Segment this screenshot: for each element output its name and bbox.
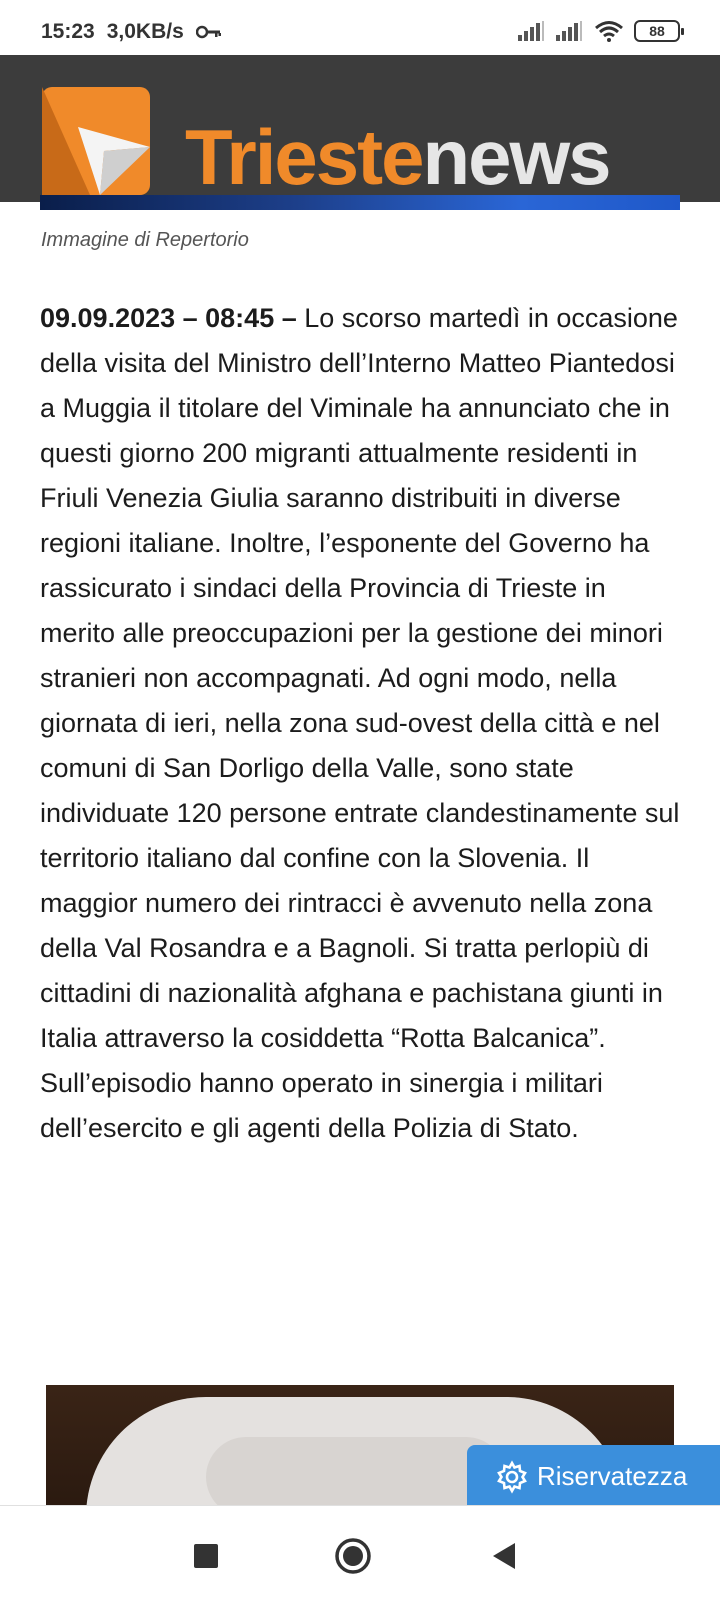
home-button[interactable] xyxy=(333,1536,373,1576)
battery-icon xyxy=(634,20,680,42)
image-caption: Immagine di Repertorio xyxy=(41,229,249,251)
signal-icon xyxy=(518,21,546,41)
status-bar xyxy=(0,0,720,55)
signal-icon xyxy=(556,21,584,41)
privacy-button[interactable] xyxy=(467,1445,720,1508)
logo-text-news: news xyxy=(422,113,610,201)
system-nav-bar xyxy=(0,1505,720,1600)
gear-icon xyxy=(495,1460,529,1494)
site-logo[interactable] xyxy=(185,113,610,201)
logo-text-trieste: Trieste xyxy=(185,113,423,201)
article-text: Lo scorso martedì in occasione della visita del Ministro dell’Interno Matteo Piantedosi a Muggia il titolare del Viminale ha annunciato che in questi giorno 200 migranti attualmente residenti in Friuli Venezia Giulia saranno distribuiti in diverse regioni italiane. Inoltre, l’esponente del Governo ha rassicurato i sindaci della Provincia di Trieste in merito alle preoccupazioni per la gestione dei minori stranieri non accompagnati. Ad ogni modo, nella giornata di ieri, nella zona sud-ovest della città e nel comuni di San Dorligo della Valle, sono state individuate 120 persone entrate clandestinamente sul territorio italiano dal confine con la Slovenia. Il maggior numero dei rintracci è avvenuto nella zona della Val Rosandra e a Bagnoli. Si tratta perlopiù di cittadini di nazionalità afghana e pachistana giunti in Italia attraverso la cosiddetta “Rotta Balcanica”. Sull’episodio hanno operato in sinergia i militari dell’esercito e gli agenti della Polizia di Stato. xyxy=(40,303,680,1143)
article-dateline: 09.09.2023 – 08:45 – xyxy=(40,303,297,333)
article-body xyxy=(40,296,685,1151)
recents-square-icon xyxy=(193,1543,219,1569)
wifi-icon xyxy=(594,20,624,42)
battery-level: 88 xyxy=(649,23,665,39)
back-triangle-icon xyxy=(491,1542,517,1570)
recents-button[interactable] xyxy=(186,1536,226,1576)
logo-icon[interactable] xyxy=(42,87,154,199)
status-time: 15:23 xyxy=(41,20,95,43)
home-circle-icon xyxy=(334,1537,372,1575)
status-right xyxy=(518,20,680,42)
back-button[interactable] xyxy=(484,1536,524,1576)
status-left xyxy=(41,20,222,44)
key-icon xyxy=(196,25,222,39)
net-speed: 3,0KB/s xyxy=(106,20,184,43)
privacy-label: Riservatezza xyxy=(537,1461,688,1491)
